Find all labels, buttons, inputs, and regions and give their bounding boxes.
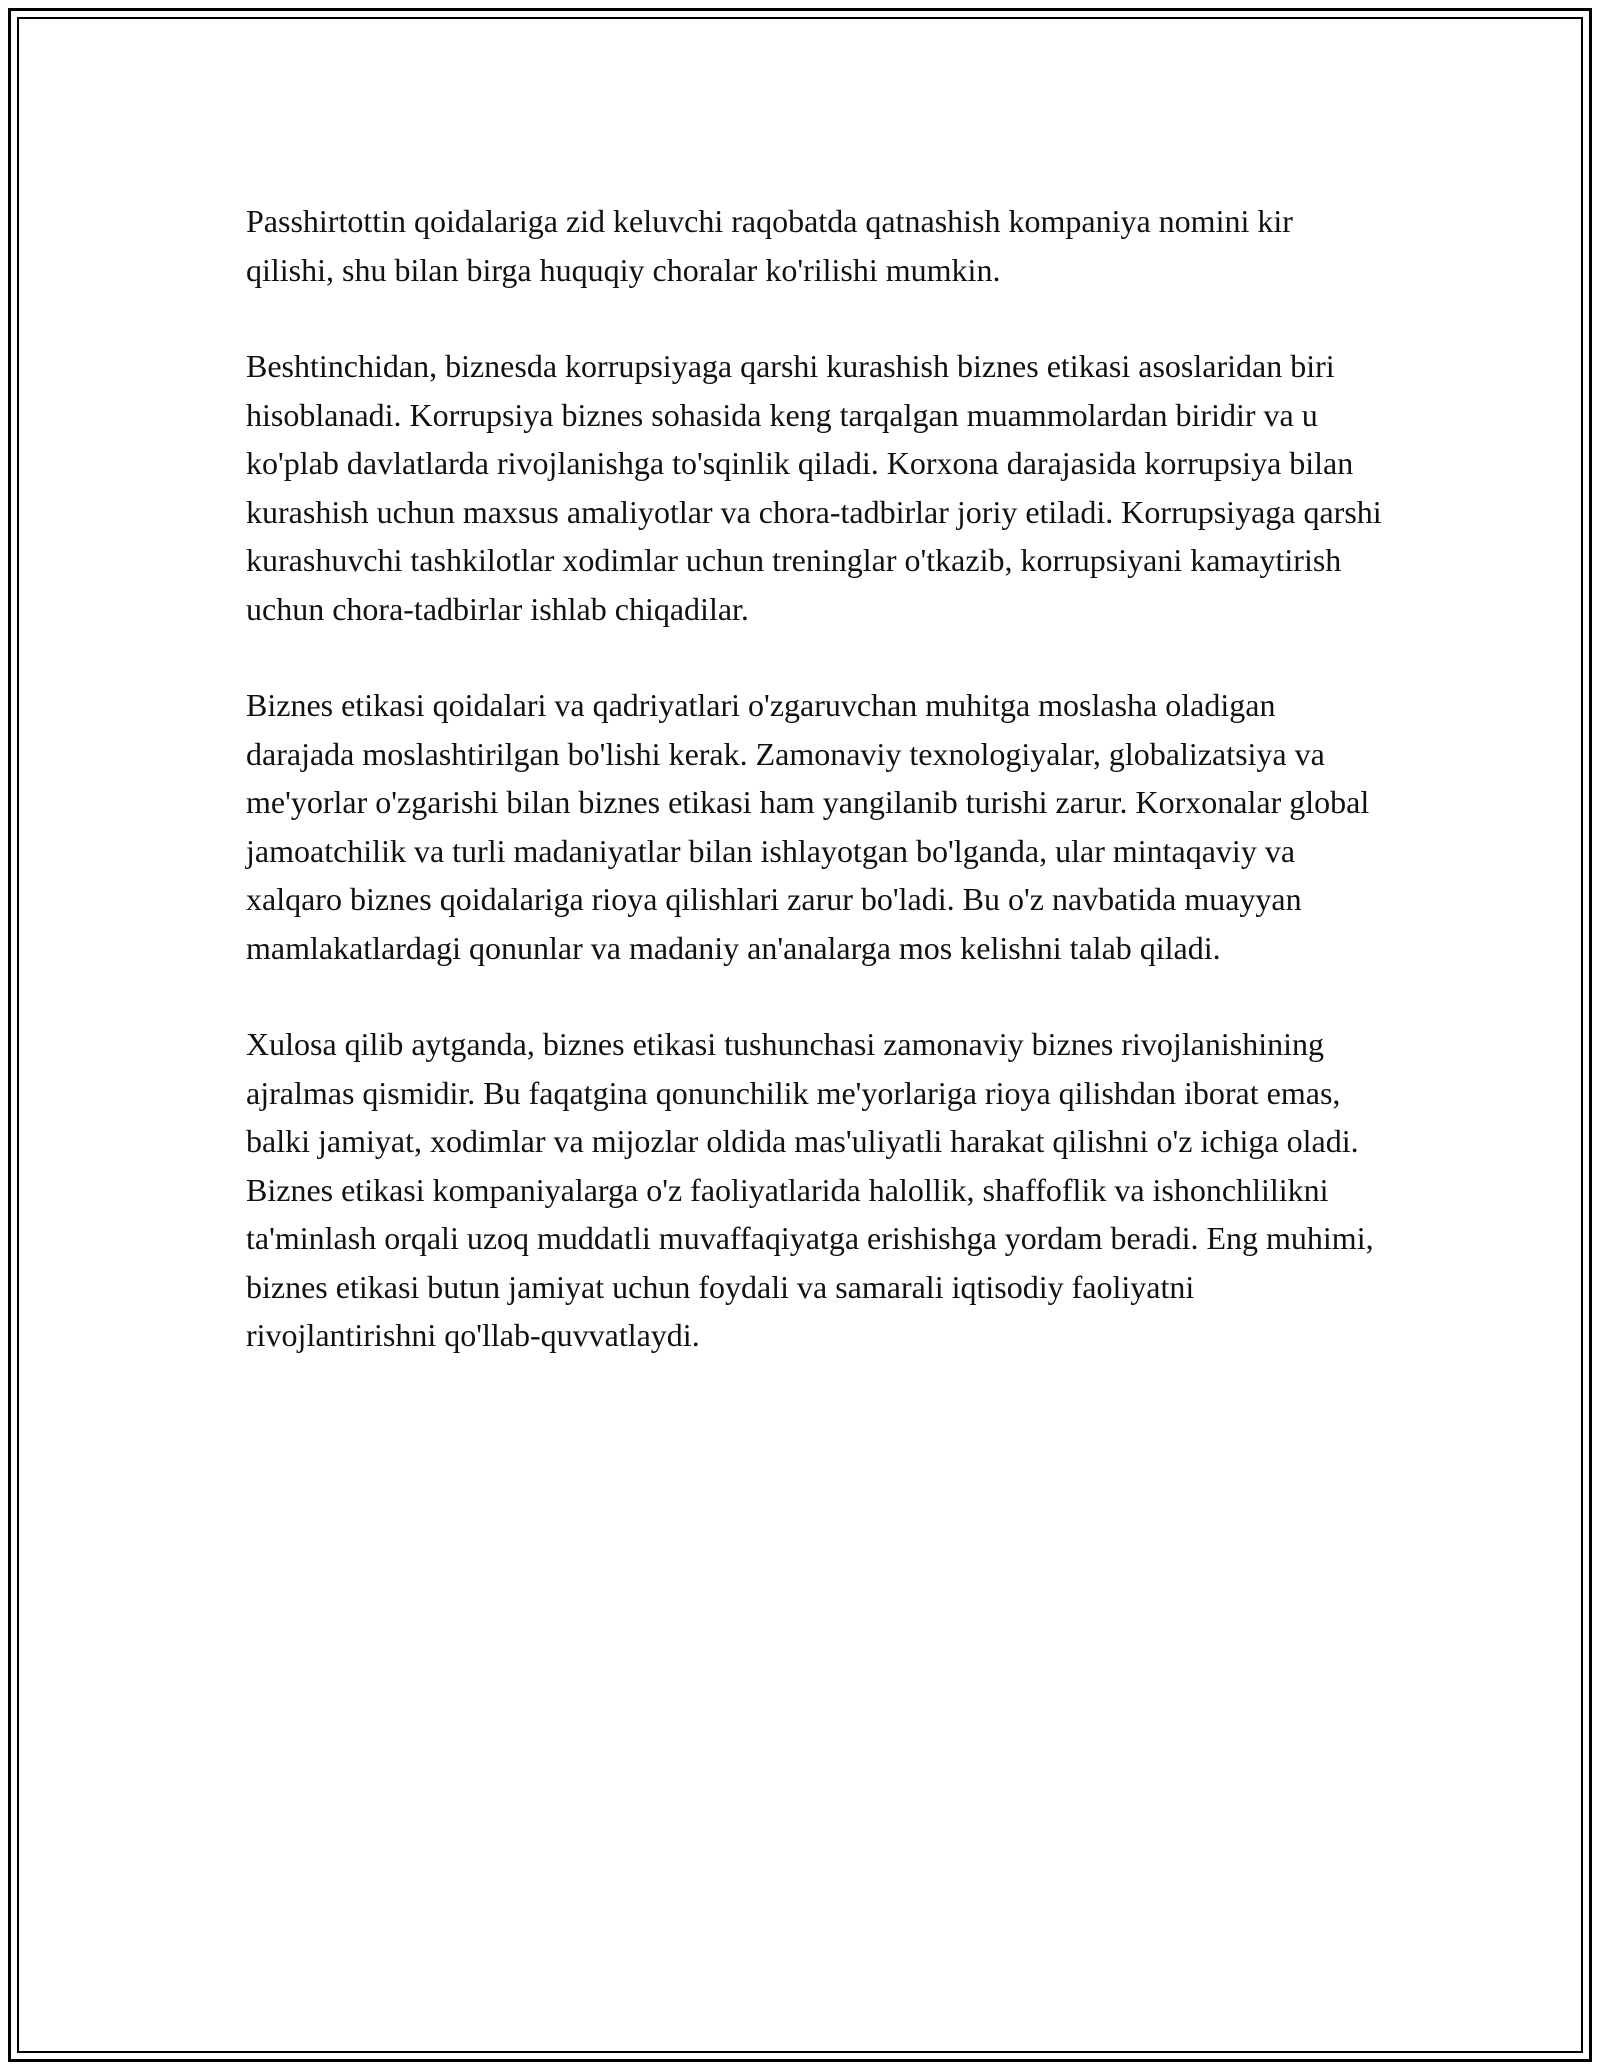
paragraph-3: Biznes etikasi qoidalari va qadriyatlari o'zgaruvchan muhitga moslasha oladigan darajada moslashtirilgan bo'lishi kerak. Zamonaviy texnologiyalar, globalizatsiya va me'yorlar o'zgarishi bilan biznes etikasi ham yangilanib turishi zarur. Korxonalar global jamoatchilik va turli madaniyatlar bilan ishlayotgan bo'lganda, ular mintaqaviy va xalqaro biznes qoidalariga rioya qilishlari zarur bo'ladi. Bu o'z navbatida muayyan mamlakatlardagi qonunlar va madaniy an'analarga mos kelishni talab qiladi.	[246, 687, 1370, 966]
paragraph-4: Xulosa qilib aytganda, biznes etikasi tushunchasi zamonaviy biznes rivojlanishining ajralmas qismidir. Bu faqatgina qonunchilik me'yorlariga rioya qilishdan iborat emas, balki jamiyat, xodimlar va mijozlar oldida mas'uliyatli harakat qilishni o'z ichiga oladi. Biznes etikasi kompaniyalarga o'z faoliyatlarida halollik, shaffoflik va ishonchlilikni ta'minlash orqali uzoq muddatli muvaffaqiyatga erishishga yordam beradi. Eng muhimi, biznes etikasi butun jamiyat uchun foydali va samarali iqtisodiy faoliyatni rivojlantirishni qo'llab-quvvatlaydi.	[246, 1026, 1374, 1353]
page-frame	[8, 8, 1592, 2062]
paragraph-1: Passhirtottin qoidalariga zid keluvchi raqobatda qatnashish kompaniya nomini kir qilishi, shu bilan birga huquqiy choralar ko'rilishi mumkin.	[246, 203, 1293, 288]
paragraph-2: Beshtinchidan, biznesda korrupsiyaga qarshi kurashish biznes etikasi asoslaridan biri hisoblanadi. Korrupsiya biznes sohasida keng tarqalgan muammolardan biridir va u ko'plab davlatlarda rivojlanishga to'sqinlik qiladi. Korxona darajasida korrupsiya bilan kurashish uchun maxsus amaliyotlar va chora-tadbirlar joriy etiladi. Korrupsiyaga qarshi kurashuvchi tashkilotlar xodimlar uchun treninglar o'tkazib, korrupsiyani kamaytirish uchun chora-tadbirlar ishlab chiqadilar.	[246, 348, 1382, 627]
document-body	[246, 197, 1386, 1408]
